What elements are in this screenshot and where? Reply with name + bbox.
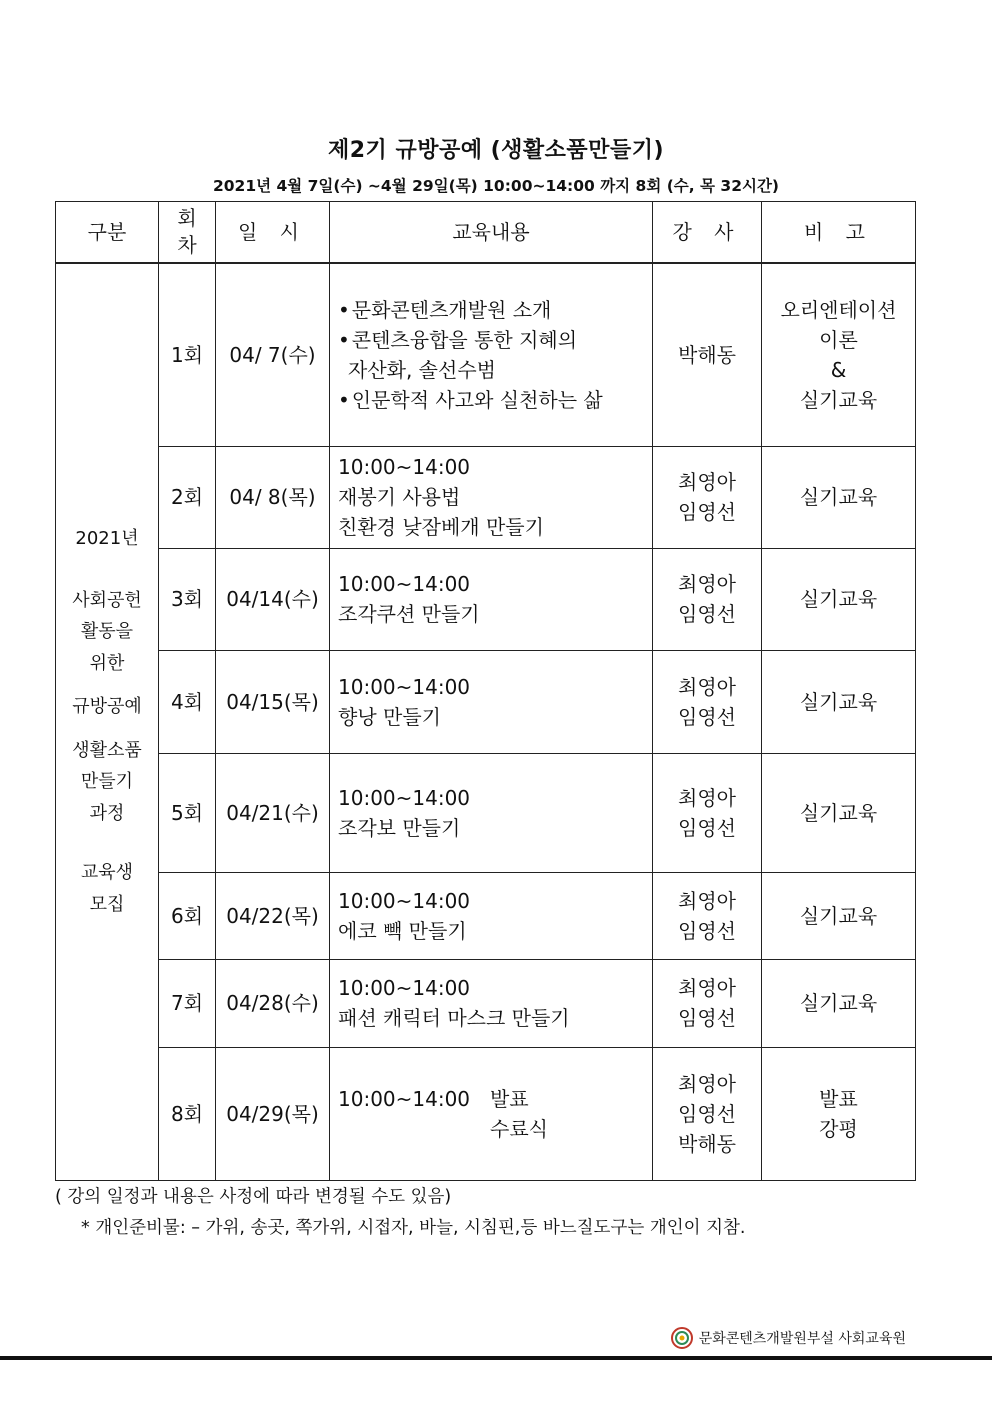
category-line: 사회공헌 bbox=[72, 589, 142, 611]
instructor-name: 최영아 bbox=[678, 785, 736, 810]
table-row bbox=[56, 446, 916, 548]
content-line: 에코 빽 만들기 bbox=[338, 918, 467, 943]
document-subtitle: 2021년 4월 7일(수) ~4월 29일(목) 10:00~14:00 까지 8회 (수, 목 32시간) bbox=[212, 177, 780, 195]
note-schedule-change: ( 강의 일정과 내용은 사정에 따라 변경될 수도 있음) bbox=[55, 1187, 452, 1207]
content-line: • 콘텐츠융합을 통한 지혜의 bbox=[338, 325, 652, 355]
instructor-cell bbox=[653, 959, 762, 1047]
note-line: 오리엔테이션 bbox=[780, 297, 897, 322]
date-cell: 04/ 7(수) bbox=[216, 263, 330, 446]
content-line: 재봉기 사용법 bbox=[338, 485, 461, 509]
content-time: 10:00~14:00 bbox=[338, 572, 471, 596]
content-cell bbox=[330, 263, 653, 446]
bottom-divider bbox=[0, 1356, 992, 1360]
note-supplies: * 개인준비물: – 가위, 송곳, 쪽가위, 시접자, 바늘, 시침핀,등 바느질도구는 개인이 지참. bbox=[81, 1217, 746, 1238]
instructor-name: 임영선 bbox=[678, 704, 736, 729]
header-instructor: 강 사 bbox=[653, 202, 762, 264]
table-row bbox=[56, 872, 916, 959]
instructor-cell bbox=[653, 753, 762, 872]
date-cell: 04/14(수) bbox=[216, 548, 330, 650]
note-cell bbox=[762, 263, 916, 446]
content-time: 10:00~14:00 bbox=[338, 888, 471, 913]
content-cell bbox=[330, 1047, 653, 1180]
note-line: & bbox=[830, 357, 847, 382]
content-cell bbox=[330, 446, 653, 548]
content-line: 발표 bbox=[490, 1086, 529, 1111]
header-date: 일 시 bbox=[216, 202, 330, 264]
category-line: 과정 bbox=[89, 802, 125, 824]
instructor-name: 최영아 bbox=[678, 470, 736, 494]
category-line: 만들기 bbox=[80, 771, 134, 793]
category-block-3 bbox=[56, 735, 158, 830]
instructor-cell bbox=[653, 446, 762, 548]
content-line: • 문화콘텐츠개발원 소개 bbox=[338, 295, 652, 325]
content-line: 친환경 낮잠베개 만들기 bbox=[338, 515, 544, 539]
category-block-2: 규방공예 bbox=[72, 696, 142, 718]
table-row bbox=[56, 959, 916, 1047]
instructor-name: 최영아 bbox=[678, 888, 736, 913]
note-line: 강평 bbox=[819, 1116, 858, 1141]
instructor-name: 최영아 bbox=[678, 976, 736, 1000]
table-row bbox=[56, 650, 916, 753]
table-row bbox=[56, 753, 916, 872]
category-line: 위한 bbox=[89, 652, 125, 674]
content-cell bbox=[330, 959, 653, 1047]
content-line: 패션 캐릭터 마스크 만들기 bbox=[338, 1006, 570, 1030]
instructor-cell bbox=[653, 872, 762, 959]
note-cell: 실기교육 bbox=[762, 446, 916, 548]
table-row bbox=[56, 548, 916, 650]
category-line: 모집 bbox=[89, 893, 125, 915]
instructor-name: 임영선 bbox=[678, 500, 736, 524]
header-session-line2: 차 bbox=[177, 233, 197, 257]
instructor-name: 임영선 bbox=[678, 918, 736, 943]
date-cell: 04/ 8(목) bbox=[216, 446, 330, 548]
note-line: 실기교육 bbox=[799, 387, 878, 412]
content-line: 조각쿠션 만들기 bbox=[338, 602, 480, 626]
session-cell: 8회 bbox=[159, 1047, 216, 1180]
org-logo-icon bbox=[671, 1327, 693, 1349]
content-time: 10:00~14:00 bbox=[338, 785, 471, 810]
content-line: 자산화, 솔선수범 bbox=[348, 357, 496, 382]
note-cell: 실기교육 bbox=[762, 548, 916, 650]
content-cell bbox=[330, 872, 653, 959]
content-time: 10:00~14:00 bbox=[338, 674, 471, 699]
instructor-name: 최영아 bbox=[678, 572, 736, 596]
instructor-name: 최영아 bbox=[678, 1071, 736, 1096]
category-year: 2021년 bbox=[75, 528, 139, 550]
note-cell: 실기교육 bbox=[762, 753, 916, 872]
date-cell: 04/15(목) bbox=[216, 650, 330, 753]
instructor-cell bbox=[653, 548, 762, 650]
table-row bbox=[56, 263, 916, 446]
note-line: 발표 bbox=[819, 1086, 858, 1111]
instructor-name: 박해동 bbox=[678, 1131, 736, 1156]
footer bbox=[671, 1327, 906, 1349]
table-row bbox=[56, 1047, 916, 1180]
date-cell: 04/29(목) bbox=[216, 1047, 330, 1180]
instructor-cell bbox=[653, 650, 762, 753]
category-block-4 bbox=[56, 857, 158, 920]
table-header-row bbox=[56, 202, 916, 264]
date-cell: 04/21(수) bbox=[216, 753, 330, 872]
category-line: 활동을 bbox=[80, 621, 134, 643]
content-line: 조각보 만들기 bbox=[338, 815, 461, 840]
session-cell: 4회 bbox=[159, 650, 216, 753]
content-time: 10:00~14:00 bbox=[338, 455, 471, 479]
instructor-name: 임영선 bbox=[678, 1101, 736, 1126]
session-cell: 6회 bbox=[159, 872, 216, 959]
content-two-col bbox=[338, 1084, 652, 1144]
footer-org-name: 문화콘텐츠개발원부설 사회교육원 bbox=[698, 1331, 906, 1347]
content-line: • 인문학적 사고와 실천하는 삶 bbox=[338, 385, 652, 415]
instructor-name: 임영선 bbox=[678, 1006, 736, 1030]
header-session-line1: 회 bbox=[177, 206, 197, 230]
instructor-name: 최영아 bbox=[678, 674, 736, 699]
content-line: 향낭 만들기 bbox=[338, 704, 441, 729]
session-cell: 7회 bbox=[159, 959, 216, 1047]
instructor-cell bbox=[653, 1047, 762, 1180]
category-cell bbox=[56, 263, 159, 1180]
content-time: 10:00~14:00 bbox=[338, 976, 471, 1000]
note-cell: 실기교육 bbox=[762, 872, 916, 959]
instructor-name: 임영선 bbox=[678, 815, 736, 840]
notes-section bbox=[55, 1182, 745, 1243]
category-line: 생활소품 bbox=[72, 739, 142, 761]
header-content: 교육내용 bbox=[330, 202, 653, 264]
instructor-cell: 박해동 bbox=[653, 263, 762, 446]
note-cell bbox=[762, 1047, 916, 1180]
header-category: 구분 bbox=[56, 202, 159, 264]
session-cell: 3회 bbox=[159, 548, 216, 650]
header-note: 비 고 bbox=[762, 202, 916, 264]
category-line: 교육생 bbox=[80, 862, 134, 884]
content-line: 수료식 bbox=[490, 1116, 548, 1141]
document-title: 제2기 규방공예 (생활소품만들기) bbox=[327, 138, 664, 163]
header-session bbox=[159, 202, 216, 264]
note-line: 이론 bbox=[819, 327, 858, 352]
note-cell: 실기교육 bbox=[762, 959, 916, 1047]
session-cell: 2회 bbox=[159, 446, 216, 548]
content-cell bbox=[330, 548, 653, 650]
note-cell: 실기교육 bbox=[762, 650, 916, 753]
session-cell: 1회 bbox=[159, 263, 216, 446]
category-block-1 bbox=[56, 585, 158, 680]
date-cell: 04/22(목) bbox=[216, 872, 330, 959]
content-cell bbox=[330, 753, 653, 872]
instructor-name: 임영선 bbox=[678, 602, 736, 626]
date-cell: 04/28(수) bbox=[216, 959, 330, 1047]
content-time: 10:00~14:00 bbox=[338, 1086, 471, 1111]
content-cell bbox=[330, 650, 653, 753]
content-items bbox=[490, 1084, 548, 1144]
schedule-table bbox=[55, 201, 916, 1181]
session-cell: 5회 bbox=[159, 753, 216, 872]
